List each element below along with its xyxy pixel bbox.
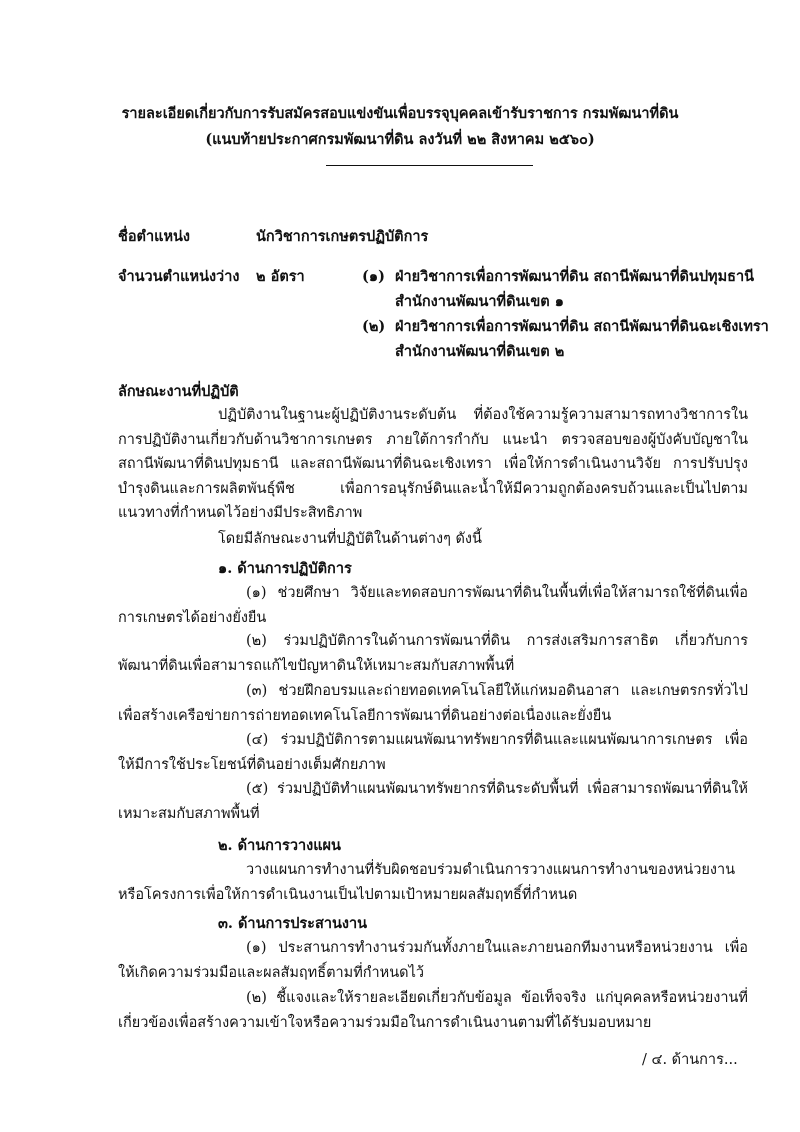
position-value: นักวิชาการเกษตรปฏิบัติการ: [256, 228, 429, 245]
vacancy-item-office: สำนักงานพัฒนาที่ดินเขต ๑: [395, 293, 564, 310]
vacancy-item-line: ฝ่ายวิชาการเพื่อการพัฒนาที่ดิน สถานีพัฒนาที่ดินฉะเชิงเทรา: [395, 318, 769, 335]
position-label: ชื่อตำแหน่ง: [118, 228, 191, 245]
section-item: วางแผนการทำงานที่รับผิดชอบร่วมดำเนินการวางแผนการทำงานของหน่วยงานหรือโครงการเพื่อให้การดำเนินงานเป็นไปตามเป้าหมายผลสัมฤทธิ์ที่กำหนด: [118, 862, 736, 903]
title-divider: [326, 165, 533, 166]
section-item: (๒) ชี้แจงและให้รายละเอียดเกี่ยวกับข้อมูล ข้อเท็จจริง แก่บุคคลหรือหน่วยงานที่เกี่ยวข้องเพื่อสร้างความเข้าใจหรือความร่วมมือในการดำเนินงานตามที่ได้รับมอบหมาย: [118, 990, 748, 1031]
vacancy-item-number: (๑): [362, 268, 385, 285]
vacancy-item-office: สำนักงานพัฒนาที่ดินเขต ๒: [395, 343, 565, 360]
section-item: (๑) ประสานการทำงานร่วมกันทั้งภายในและภายนอกทีมงานหรือหน่วยงาน เพื่อให้เกิดความร่วมมือและผลสัมฤทธิ์ตามที่กำหนดไว้: [118, 940, 748, 981]
section-item: (๒) ร่วมปฏิบัติการในด้านการพัฒนาที่ดิน การส่งเสริมการสาธิต เกี่ยวกับการพัฒนาที่ดินเพื่อสามารถแก้ไขปัญหาดินให้เหมาะสมกับสภาพพื้นที่: [118, 633, 748, 674]
section-heading: ๒. ด้านการวางแผน: [218, 837, 341, 854]
duties-lead: โดยมีลักษณะงานที่ปฏิบัติในด้านต่างๆ ดังนี้: [218, 531, 482, 547]
duties-heading: ลักษณะงานที่ปฏิบัติ: [118, 383, 239, 400]
duties-intro-paragraph: ปฏิบัติงานในฐานะผู้ปฏิบัติงานระดับต้น ที่ต้องใช้ความรู้ความสามารถทางวิชาการในการปฏิบัติงานเกี่ยวกับด้านวิชาการเกษตร ภายใต้การกำกับ แนะนำ ตรวจสอบของผู้บังคับบัญชาในสถานีพัฒนาที่ดินปทุมธานี และสถานีพัฒนาที่ดินฉะเชิงเทรา เพื่อให้การดำเนินงานวิจัย การปรับปรุงบำรุงดินและการผลิตพันธุ์พืช เพื่อการอนุรักษ์ดินและน้ำให้มีความถูกต้องครบถ้วนและเป็นไปตามแนวทางที่กำหนดไว้อย่างมีประสิทธิภาพ: [118, 407, 748, 521]
vacancy-label: จำนวนตำแหน่งว่าง: [118, 268, 240, 285]
section-item: (๓) ช่วยฝึกอบรมและถ่ายทอดเทคโนโลยีให้แก่หมอดินอาสา และเกษตรกรทั่วไปเพื่อสร้างเครือข่ายการถ่ายทอดเทคโนโลยีการพัฒนาที่ดินอย่างต่อเนื่องและยั่งยืน: [118, 683, 748, 724]
section-item: (๔) ร่วมปฏิบัติการตามแผนพัฒนาทรัพยากรที่ดินและแผนพัฒนาการเกษตร เพื่อให้มีการใช้ประโยชน์ที่ดินอย่างเต็มศักยภาพ: [118, 732, 748, 773]
section-heading: ๑. ด้านการปฏิบัติการ: [218, 560, 352, 577]
document-subtitle: (แนบท้ายประกาศกรมพัฒนาที่ดิน ลงวันที่ ๒๒ สิงหาคม ๒๕๖๐): [205, 131, 595, 148]
vacancy-item-number: (๒): [362, 318, 386, 335]
vacancy-count: ๒ อัตรา: [256, 268, 305, 285]
section-item: (๕) ร่วมปฏิบัติทำแผนพัฒนาทรัพยากรที่ดินระดับพื้นที่ เพื่อสามารถพัฒนาที่ดินให้เหมาะสมกับสภาพพื้นที่: [118, 781, 748, 822]
vacancy-item-line: ฝ่ายวิชาการเพื่อการพัฒนาที่ดิน สถานีพัฒนาที่ดินปทุมธานี: [395, 268, 755, 285]
continuation-note: / ๔. ด้านการ...: [642, 1052, 738, 1068]
document-title: รายละเอียดเกี่ยวกับการรับสมัครสอบแข่งขันเพื่อบรรจุบุคคลเข้ารับราชการ กรมพัฒนาที่ดิน: [121, 105, 679, 122]
section-item: (๑) ช่วยศึกษา วิจัยและทดสอบการพัฒนาที่ดินในพื้นที่เพื่อให้สามารถใช้ที่ดินเพื่อการเกษตรได้อย่างยั่งยืน: [118, 585, 748, 626]
section-heading: ๓. ด้านการประสานงาน: [218, 915, 368, 932]
